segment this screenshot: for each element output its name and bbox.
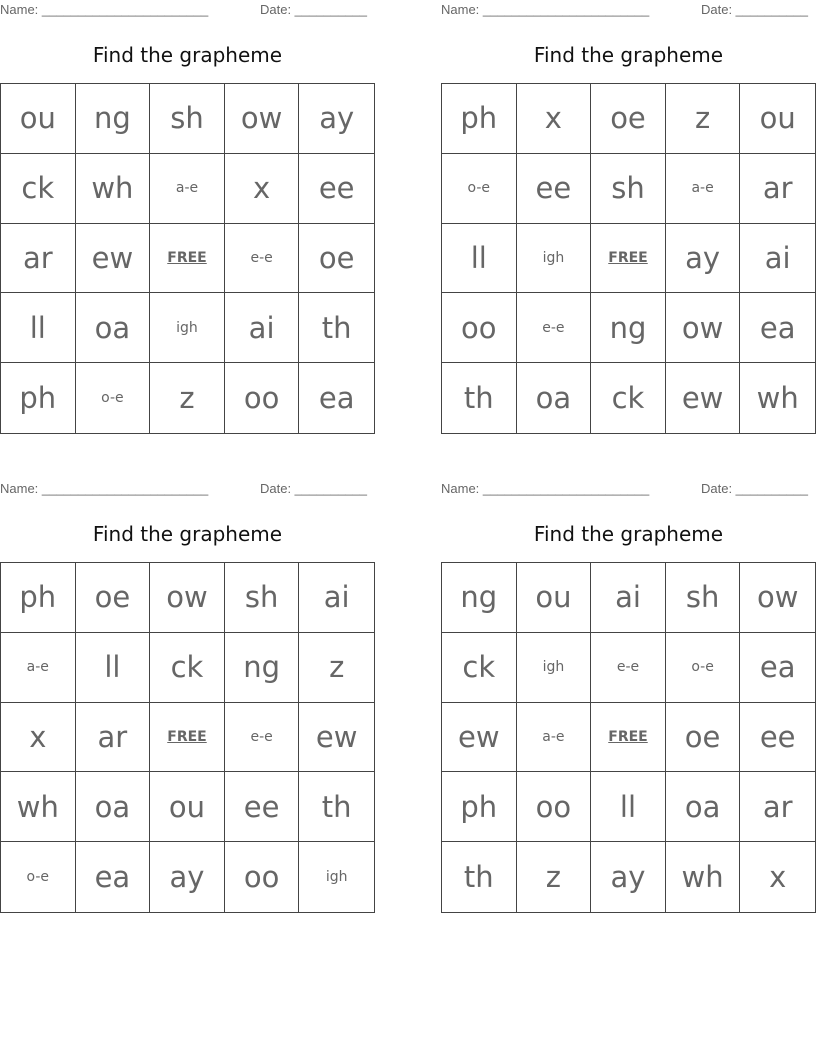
grapheme-cell: e-e <box>517 293 592 363</box>
bingo-card-1 <box>0 0 375 435</box>
grapheme-cell: x <box>225 154 300 224</box>
date-field: Date: __________ <box>701 2 808 17</box>
grapheme-cell: oe <box>666 703 741 773</box>
grapheme-cell: ck <box>591 363 666 433</box>
grapheme-cell: ar <box>1 224 76 294</box>
grapheme-cell: o-e <box>76 363 151 433</box>
grapheme-cell: ph <box>1 563 76 633</box>
grapheme-cell: ar <box>740 772 815 842</box>
grapheme-cell: x <box>1 703 76 773</box>
name-field: Name: _______________________ <box>441 2 650 17</box>
grapheme-cell: x <box>517 84 592 154</box>
grapheme-cell: sh <box>150 84 225 154</box>
bingo-grid <box>0 83 375 434</box>
grapheme-cell: ow <box>666 293 741 363</box>
grapheme-cell: igh <box>150 293 225 363</box>
bingo-grid <box>441 83 816 434</box>
grapheme-cell: oe <box>591 84 666 154</box>
grapheme-cell: ew <box>666 363 741 433</box>
grapheme-cell: ll <box>442 224 517 294</box>
bingo-grid <box>0 562 375 913</box>
grapheme-cell: wh <box>666 842 741 912</box>
grapheme-cell: ee <box>225 772 300 842</box>
grapheme-cell: ng <box>225 633 300 703</box>
grapheme-cell: z <box>150 363 225 433</box>
grapheme-cell: ow <box>150 563 225 633</box>
bingo-card-2 <box>441 0 816 435</box>
grapheme-cell: ea <box>318 381 355 416</box>
grapheme-cell: a-e <box>1 633 76 703</box>
card-header <box>0 2 375 18</box>
card-title: Find the grapheme <box>92 522 283 546</box>
grapheme-cell: e-e <box>225 703 300 773</box>
free-space-cell: FREE <box>591 224 666 294</box>
grapheme-cell: x <box>769 860 787 895</box>
grapheme-cell: ng <box>76 84 151 154</box>
grapheme-cell: ea <box>76 842 151 912</box>
grapheme-cell: o-e <box>1 842 76 912</box>
grapheme-cell: oa <box>76 772 151 842</box>
grapheme-cell: ai <box>591 563 666 633</box>
grapheme-cell: ck <box>1 154 76 224</box>
grapheme-cell: ou <box>150 772 225 842</box>
grapheme-cell: ee <box>517 154 592 224</box>
grapheme-cell: oo <box>225 363 300 433</box>
grapheme-cell: e-e <box>225 224 300 294</box>
card-title: Find the grapheme <box>533 43 724 67</box>
grapheme-cell: oa <box>76 293 151 363</box>
grapheme-cell: a-e <box>517 703 592 773</box>
grapheme-cell: ou <box>517 563 592 633</box>
card-title: Find the grapheme <box>92 43 283 67</box>
grapheme-cell: th <box>299 772 374 842</box>
grapheme-cell: z <box>666 84 741 154</box>
name-field: Name: _______________________ <box>0 2 209 17</box>
grapheme-cell: ay <box>299 84 374 154</box>
grapheme-cell: ll <box>76 633 151 703</box>
name-field: Name: _______________________ <box>0 481 209 496</box>
bingo-card-4 <box>441 479 816 914</box>
grapheme-cell: ea <box>740 293 815 363</box>
grapheme-cell: oa <box>517 363 592 433</box>
grapheme-cell: ph <box>442 772 517 842</box>
grapheme-cell: ng <box>442 563 517 633</box>
grapheme-cell: ai <box>740 224 815 294</box>
grapheme-cell: sh <box>591 154 666 224</box>
grapheme-cell: oo <box>225 842 300 912</box>
grapheme-cell: a-e <box>150 154 225 224</box>
grapheme-cell: wh <box>1 772 76 842</box>
date-field: Date: __________ <box>701 481 808 496</box>
grapheme-cell: ll <box>1 293 76 363</box>
grapheme-cell: ay <box>591 842 666 912</box>
grapheme-cell: z <box>299 633 374 703</box>
card-header <box>441 481 816 497</box>
grapheme-cell: ew <box>76 224 151 294</box>
grapheme-cell: ay <box>666 224 741 294</box>
grapheme-cell: z <box>517 842 592 912</box>
free-space-cell: FREE <box>150 703 225 773</box>
grapheme-cell: ea <box>740 633 815 703</box>
grapheme-cell: ai <box>225 293 300 363</box>
grapheme-cell: o-e <box>666 633 741 703</box>
grapheme-cell: o-e <box>442 154 517 224</box>
grapheme-cell: igh <box>517 633 592 703</box>
date-field: Date: __________ <box>260 2 367 17</box>
grapheme-cell: oo <box>442 293 517 363</box>
free-space-cell: FREE <box>150 224 225 294</box>
grapheme-cell: igh <box>517 224 592 294</box>
grapheme-cell: th <box>442 363 517 433</box>
grapheme-cell: ck <box>150 633 225 703</box>
card-header <box>441 2 816 18</box>
grapheme-cell: oo <box>517 772 592 842</box>
grapheme-cell: ph <box>1 363 76 433</box>
bingo-card-3 <box>0 479 375 914</box>
grapheme-cell: wh <box>756 381 799 416</box>
grapheme-cell: ng <box>591 293 666 363</box>
name-field: Name: _______________________ <box>441 481 650 496</box>
grapheme-cell: ll <box>591 772 666 842</box>
grapheme-cell: ou <box>1 84 76 154</box>
grapheme-cell: sh <box>666 563 741 633</box>
grapheme-cell: ar <box>740 154 815 224</box>
grapheme-cell: oa <box>666 772 741 842</box>
date-field: Date: __________ <box>260 481 367 496</box>
grapheme-cell: ay <box>150 842 225 912</box>
grapheme-cell: ph <box>442 84 517 154</box>
card-header <box>0 481 375 497</box>
bingo-grid <box>441 562 816 913</box>
grapheme-cell: igh <box>325 869 348 886</box>
grapheme-cell: sh <box>225 563 300 633</box>
grapheme-cell: wh <box>76 154 151 224</box>
grapheme-cell: ee <box>740 703 815 773</box>
grapheme-cell: th <box>299 293 374 363</box>
grapheme-cell: ou <box>740 84 815 154</box>
grapheme-cell: e-e <box>591 633 666 703</box>
grapheme-cell: ow <box>740 563 815 633</box>
grapheme-cell: ee <box>299 154 374 224</box>
grapheme-cell: oe <box>76 563 151 633</box>
free-space-cell: FREE <box>591 703 666 773</box>
card-title: Find the grapheme <box>533 522 724 546</box>
grapheme-cell: ow <box>225 84 300 154</box>
grapheme-cell: ai <box>299 563 374 633</box>
grapheme-cell: oe <box>299 224 374 294</box>
grapheme-cell: a-e <box>666 154 741 224</box>
grapheme-cell: ew <box>299 703 374 773</box>
grapheme-cell: ew <box>442 703 517 773</box>
grapheme-cell: ar <box>76 703 151 773</box>
grapheme-cell: th <box>442 842 517 912</box>
grapheme-cell: ck <box>442 633 517 703</box>
